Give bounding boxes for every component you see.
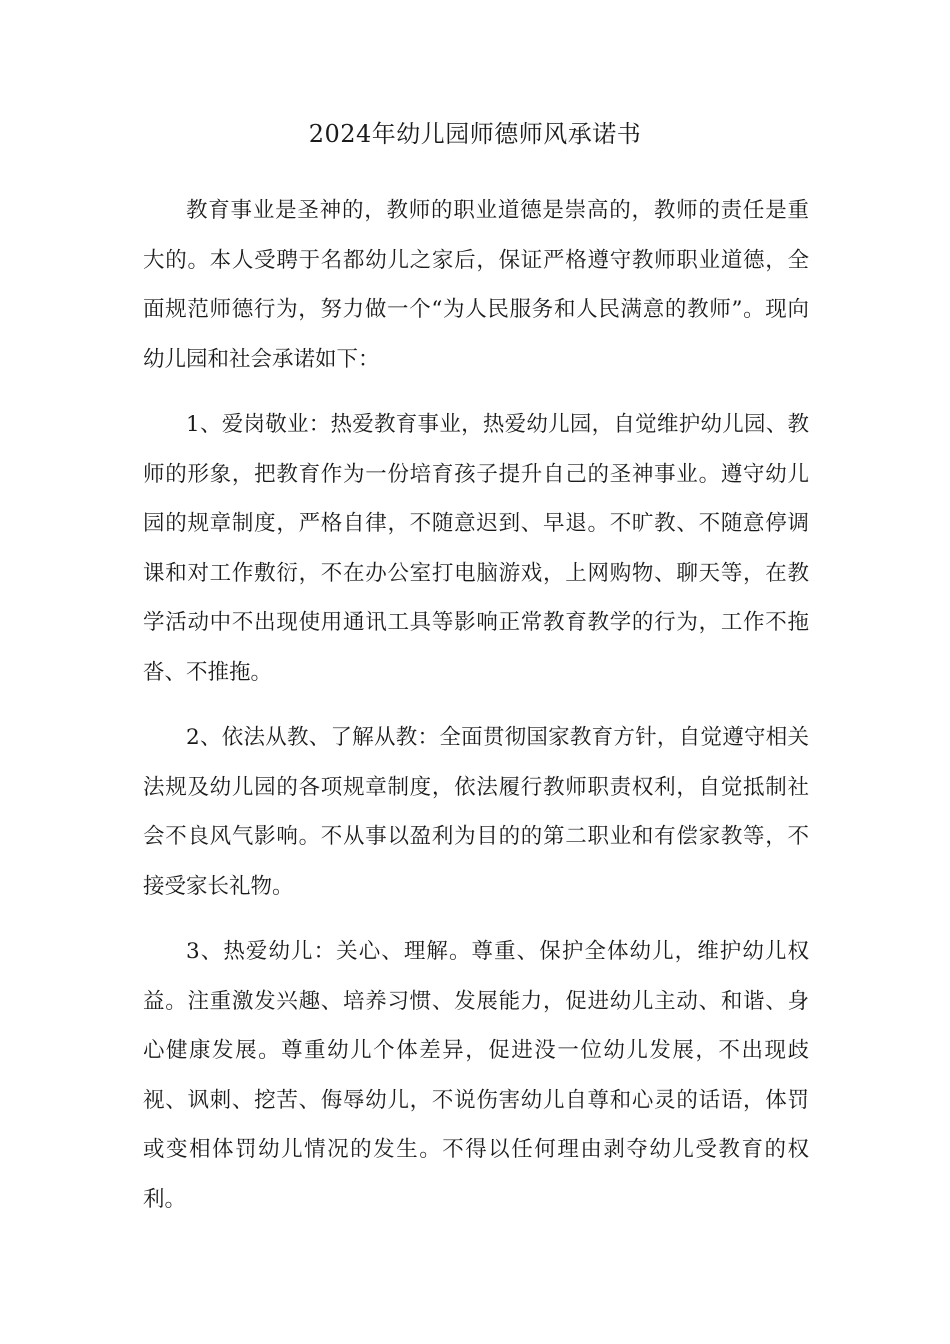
document-title: 2024年幼儿园师德师风承诺书 <box>308 120 642 148</box>
commitment-paragraph-3: 3、热爱幼儿：关心、理解。尊重、保护全体幼儿，维护幼儿权益。注重激发兴趣、培养习惯、发展能力，促进幼儿主动、和谐、身心健康发展。尊重幼儿个体差异，促进没一位幼儿发展，不出现歧视、讽刺、挖苦、侮辱幼儿，不说伤害幼儿自尊和心灵的话语，体罚或变相体罚幼儿情况的发生。不得以任何理由剥夺幼儿受教育的权利。 <box>143 939 809 1212</box>
commitment-paragraph-1: 1、爱岗敬业：热爱教育事业，热爱幼儿园，自觉维护幼儿园、教师的形象，把教育作为一份培育孩子提升自己的圣神事业。遵守幼儿园的规章制度，严格自律，不随意迟到、早退。不旷教、不随意停调课和对工作敷衍，不在办公室打电脑游戏，上网购物、聊天等，在教学活动中不出现使用通讯工具等影响正常教育教学的行为，工作不拖沓、不推拖。 <box>143 412 809 685</box>
intro-paragraph: 教育事业是圣神的，教师的职业道德是崇高的，教师的责任是重大的。本人受聘于名都幼儿之家后，保证严格遵守教师职业道德，全面规范师德行为，努力做一个“为人民服务和人民满意的教师”。现向幼儿园和社会承诺如下： <box>143 198 809 372</box>
commitment-paragraph-2: 2、依法从教、了解从教：全面贯彻国家教育方针，自觉遵守相关法规及幼儿园的各项规章制度，依法履行教师职责权利，自觉抵制社会不良风气影响。不从事以盈利为目的的第二职业和有偿家教等，不接受家长礼物。 <box>143 725 809 899</box>
document-body <box>143 186 809 1224</box>
